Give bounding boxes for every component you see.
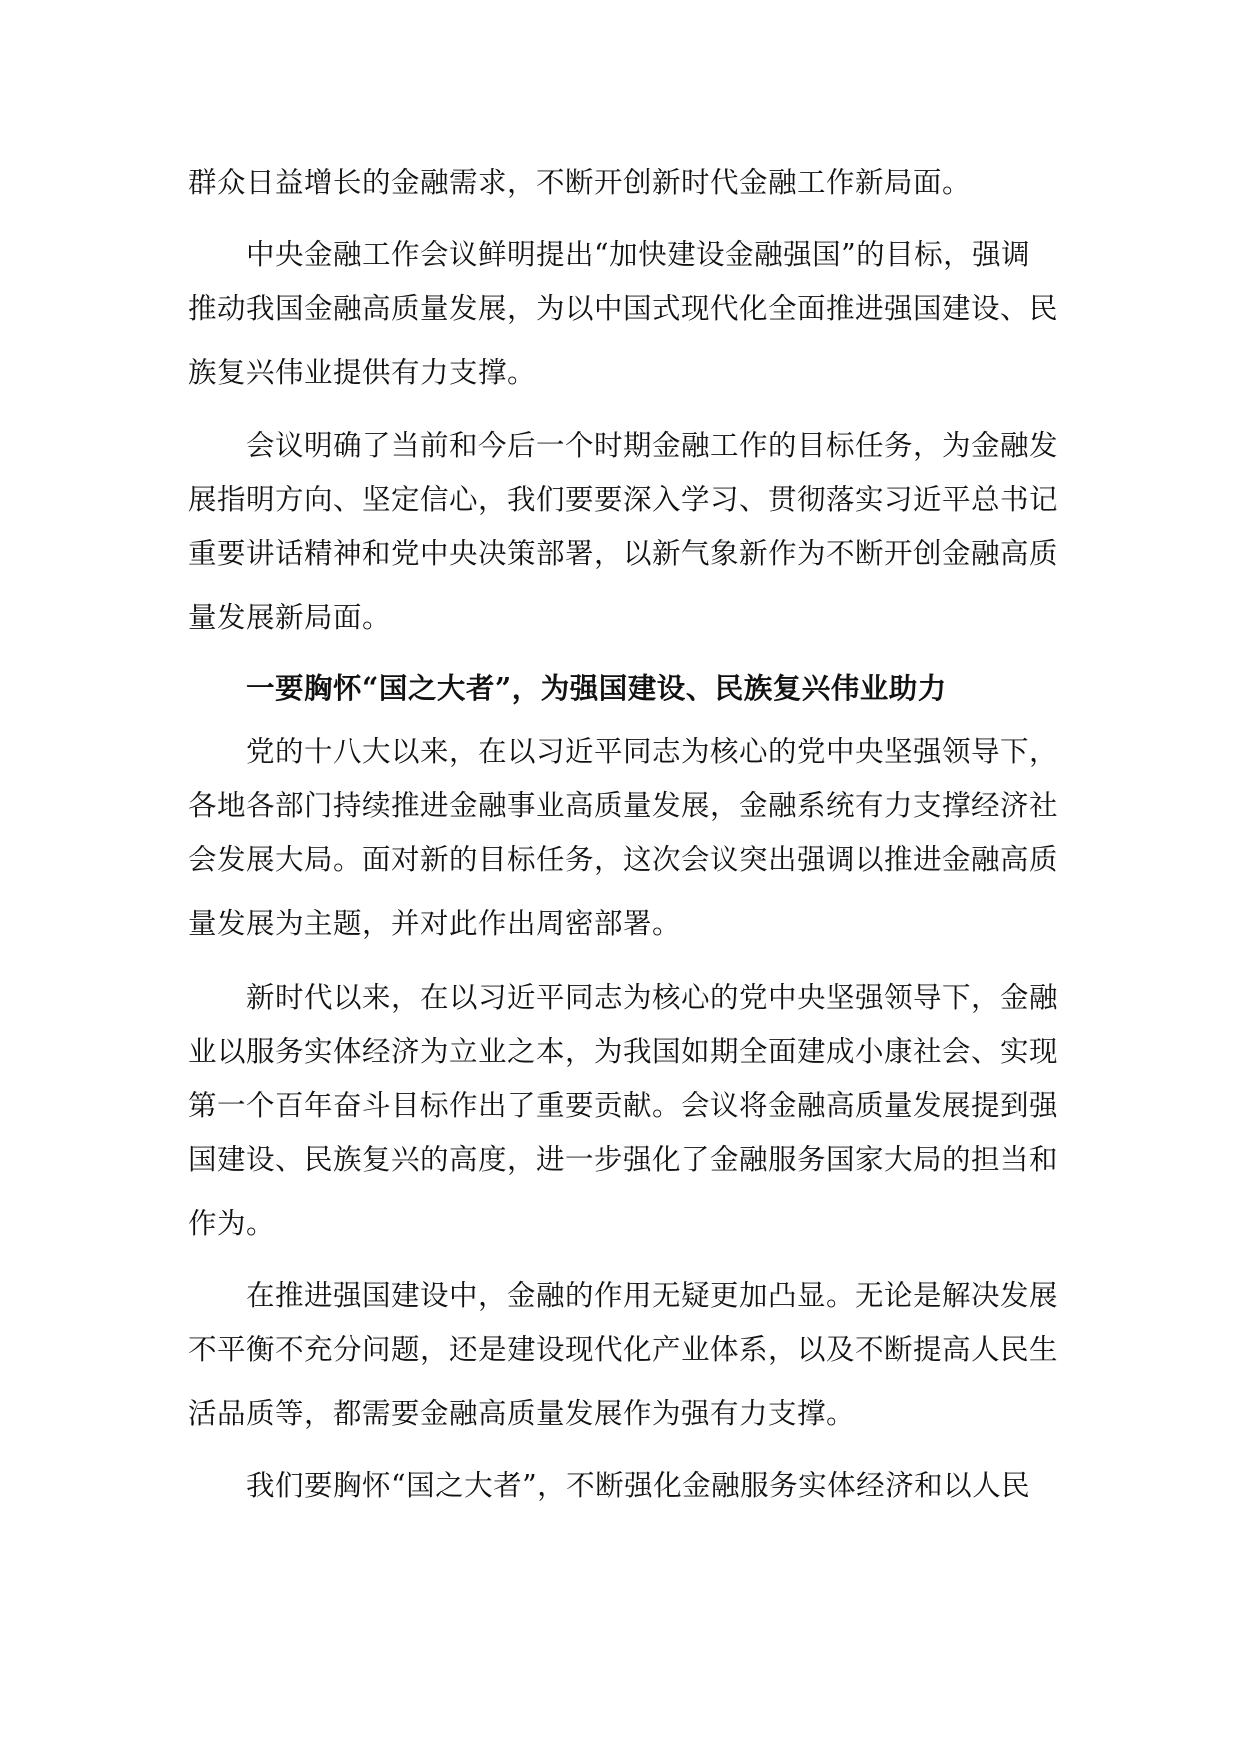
text-line: 群众日益增长的金融需求，不断开创新时代金融工作新局面。: [188, 166, 972, 199]
text-line: 不平衡不充分问题，还是建设现代化产业体系，以及不断提高人民生: [188, 1333, 1059, 1366]
text-line: 第一个百年奋斗目标作出了重要贡献。会议将金融高质量发展提到强: [188, 1089, 1059, 1122]
text-line: 各地各部门持续推进金融事业高质量发展，金融系统有力支撑经济社: [188, 789, 1059, 822]
text-line: 在推进强国建设中，金融的作用无疑更加凸显。无论是解决发展: [246, 1279, 1059, 1312]
text-line: 中央金融工作会议鲜明提出“加快建设金融强国”的目标，强调: [246, 238, 1031, 271]
text-line: 活品质等，都需要金融高质量发展作为强有力支撑。: [188, 1397, 856, 1430]
text-line: 重要讲话精神和党中央决策部署，以新气象新作为不断开创金融高质: [188, 537, 1059, 570]
text-line: 国建设、民族复兴的高度，进一步强化了金融服务国家大局的担当和: [188, 1143, 1059, 1176]
text-line: 业以服务实体经济为立业之本，为我国如期全面建成小康社会、实现: [188, 1035, 1059, 1068]
section-heading: 一要胸怀“国之大者”，为强国建设、民族复兴伟业助力: [246, 671, 947, 705]
text-line: 会发展大局。面对新的目标任务，这次会议突出强调以推进金融高质: [188, 843, 1059, 876]
text-line: 党的十八大以来，在以习近平同志为核心的党中央坚强领导下，: [246, 735, 1059, 768]
text-line: 量发展为主题，并对此作出周密部署。: [188, 907, 682, 940]
text-line: 推动我国金融高质量发展，为以中国式现代化全面推进强国建设、民: [188, 292, 1059, 325]
text-line: 族复兴伟业提供有力支撑。: [188, 356, 537, 389]
text-line: 展指明方向、坚定信心，我们要要深入学习、贯彻落实习近平总书记: [188, 483, 1059, 516]
text-line: 量发展新局面。: [188, 601, 392, 634]
text-line: 作为。: [188, 1207, 276, 1240]
text-line: 新时代以来，在以习近平同志为核心的党中央坚强领导下，金融: [246, 981, 1059, 1014]
text-line: 会议明确了当前和今后一个时期金融工作的目标任务，为金融发: [246, 429, 1059, 462]
text-line: 我们要胸怀“国之大者”，不断强化金融服务实体经济和以人民: [246, 1469, 1031, 1502]
